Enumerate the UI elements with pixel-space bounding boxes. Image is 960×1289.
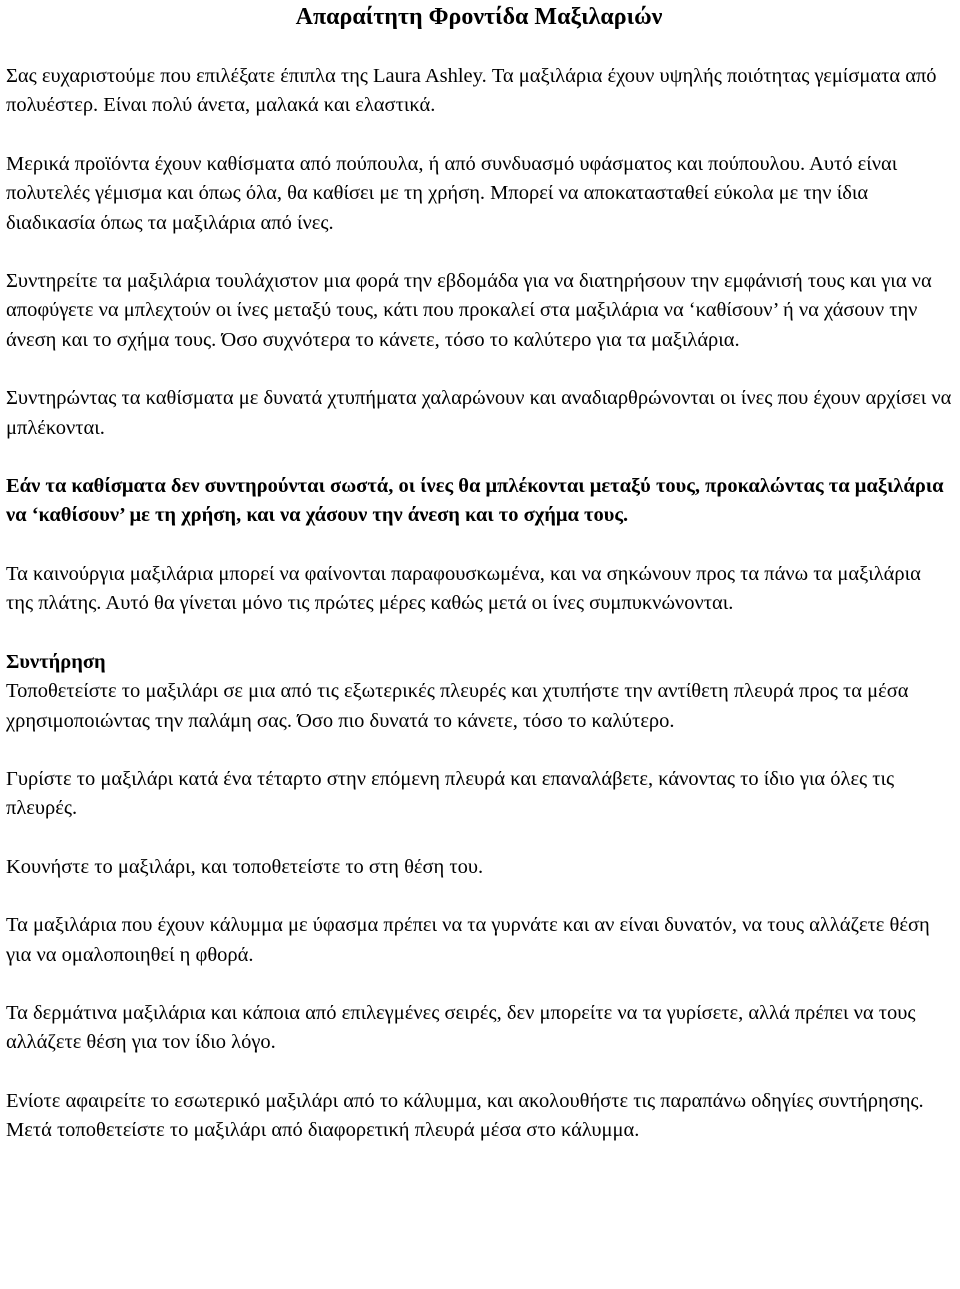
feather-seats-paragraph: Μερικά προϊόντα έχουν καθίσματα από πούπουλα, ή από συνδυασμό υφάσματος και πούπουλου. Αυτό είναι πολυτελές γέμισμα και όπως όλα, θα καθίσει με τη χρήση. Μπορεί να αποκατασταθεί εύκολα με την ίδια διαδικασία όπως τα μαξιλάρια από ίνες. <box>6 152 898 234</box>
maintenance-step: Τα δερμάτινα μαξιλάρια και κάποια από επιλεγμένες σειρές, δεν μπορείτε να τα γυρίσετε, αλλά πρέπει να τους αλλάζετε θέση για τον ίδιο λόγο. <box>6 1001 916 1054</box>
maintenance-step: Κουνήστε το μαξιλάρι, και τοποθετείστε το στη θέση του. <box>6 855 484 878</box>
maintenance-step: Γυρίστε το μαξιλάρι κατά ένα τέταρτο στην επόμενη πλευρά και επαναλάβετε, κάνοντας το ίδιο για όλες τις πλευρές. <box>6 767 895 820</box>
maintenance-heading: Συντήρηση <box>6 650 106 673</box>
intro-paragraph: Σας ευχαριστούμε που επιλέξατε έπιπλα της Laura Ashley. Τα μαξιλάρια έχουν υψηλής ποιότητας γεμίσματα από πολυέστερ. Είναι πολύ άνετα, μαλακά και ελαστικά. <box>6 65 937 117</box>
new-cushions-paragraph: Τα καινούργια μαξιλάρια μπορεί να φαίνονται παραφουσκωμένα, και να σηκώνουν προς τα πάνω τα μαξιλάρια της πλάτης. Αυτό θα γίνεται μόνο τις πρώτες μέρες καθώς μετά οι ίνες συμπυκνώνονται. <box>6 562 921 615</box>
maintenance-step: Τοποθετείστε το μαξιλάρι σε μια από τις εξωτερικές πλευρές και χτυπήστε την αντίθετη πλευρά προς τα μέσα χρησιμοποιώντας την παλάμη σας. Όσο πιο δυνατά το κάνετε, τόσο το καλύτερο. <box>6 680 909 732</box>
maintenance-step: Τα μαξιλάρια που έχουν κάλυμμα με ύφασμα πρέπει να τα γυρνάτε και αν είναι δυνατόν, να τους αλλάζετε θέση για να ομαλοποιηθεί η φθορά. <box>6 914 930 966</box>
plumping-paragraph: Συντηρώντας τα καθίσματα με δυνατά χτυπήματα χαλαρώνουν και αναδιαρθρώνονται οι ίνες που έχουν αρχίσει να μπλέκονται. <box>6 387 952 439</box>
weekly-care-paragraph: Συντηρείτε τα μαξιλάρια τουλάχιστον μια φορά την εβδομάδα για να διατηρήσουν την εμφάνισή τους και για να αποφύγετε να μπλεχτούν οι ίνες μεταξύ τους, κάτι που προκαλεί στα μαξιλάρια να ‘καθίσουν’ ή να χάσουν την άνεση και το σχήμα τους. Όσο συχνότερα το κάνετε, τόσο το καλύτερο για τα μαξιλάρια. <box>6 270 932 351</box>
maintenance-step: Ενίοτε αφαιρείτε το εσωτερικό μαξιλάρι από το κάλυμμα, και ακολουθήστε τις παραπάνω οδηγίες συντήρησης. Μετά τοποθετείστε το μαξιλάρι από διαφορετική πλευρά μέσα στο κάλυμμα. <box>6 1089 924 1142</box>
warning-paragraph: Εάν τα καθίσματα δεν συντηρούνται σωστά, οι ίνες θα μπλέκονται μεταξύ τους, προκαλώντας τα μαξιλάρια να ‘καθίσουν’ με τη χρήση, και να χάσουν την άνεση και το σχήμα τους. <box>6 475 944 527</box>
document-title: Απαραίτητη Φροντίδα Μαξιλαριών <box>295 4 663 30</box>
